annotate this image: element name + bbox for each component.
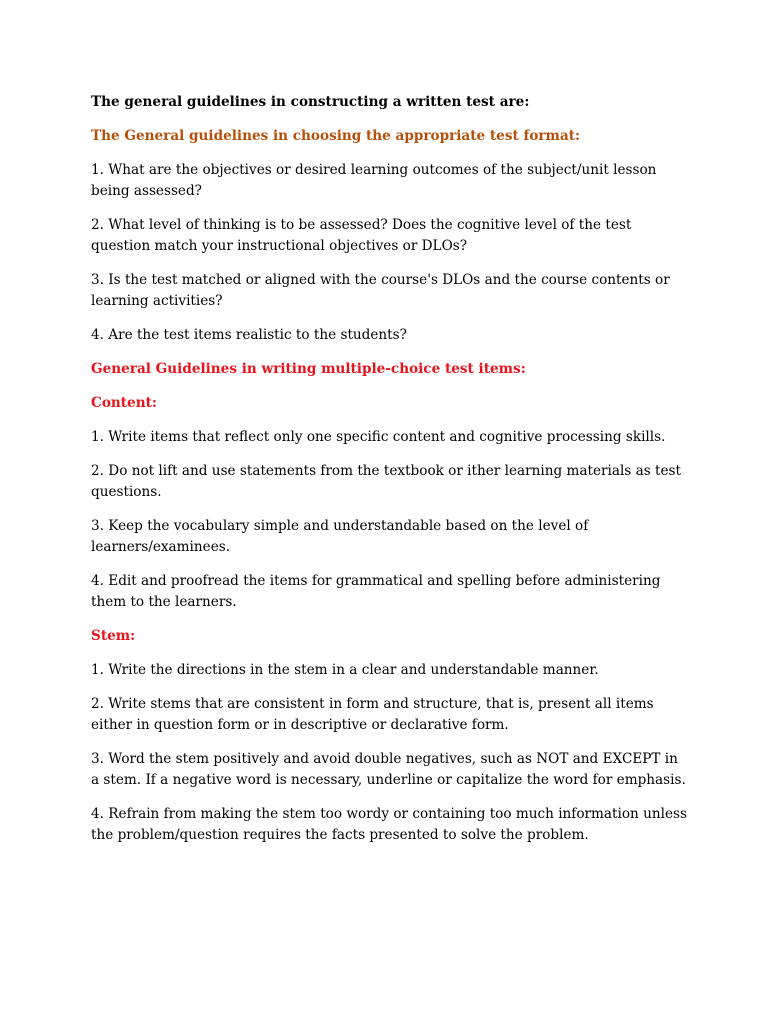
content-item-3: 3. Keep the vocabulary simple and understandable based on the level of learners/examinees.: [91, 518, 589, 555]
mc-section-heading: General Guidelines in writing multiple-choice test items:: [91, 361, 526, 377]
content-section-heading: Content:: [91, 395, 157, 411]
stem-item-2: 2. Write stems that are consistent in form and structure, that is, present all items either in question form or in descriptive or declarative form.: [91, 696, 654, 733]
format-item-1: 1. What are the objectives or desired learning outcomes of the subject/unit lesson being assessed?: [91, 162, 657, 199]
content-item-2: 2. Do not lift and use statements from the textbook or ither learning materials as test questions.: [91, 463, 681, 500]
format-item-3: 3. Is the test matched or aligned with the course's DLOs and the course contents or learning activities?: [91, 272, 670, 309]
document-title: The general guidelines in constructing a written test are:: [91, 94, 530, 110]
stem-section-heading: Stem:: [91, 628, 136, 644]
stem-item-1: 1. Write the directions in the stem in a clear and understandable manner.: [91, 662, 599, 678]
format-item-4: 4. Are the test items realistic to the students?: [91, 327, 407, 343]
stem-item-4: 4. Refrain from making the stem too wordy or containing too much information unless the problem/question requires the facts presented to solve the problem.: [91, 806, 687, 843]
format-item-2: 2. What level of thinking is to be assessed? Does the cognitive level of the test question match your instructional objectives or DLOs?: [91, 217, 632, 254]
format-section-heading: The General guidelines in choosing the appropriate test format:: [91, 128, 581, 144]
content-item-4: 4. Edit and proofread the items for grammatical and spelling before administering them to the learners.: [91, 573, 661, 610]
content-item-1: 1. Write items that reflect only one specific content and cognitive processing skills.: [91, 429, 666, 445]
stem-item-3: 3. Word the stem positively and avoid double negatives, such as NOT and EXCEPT in a stem. If a negative word is necessary, underline or capitalize the word for emphasis.: [91, 751, 686, 788]
